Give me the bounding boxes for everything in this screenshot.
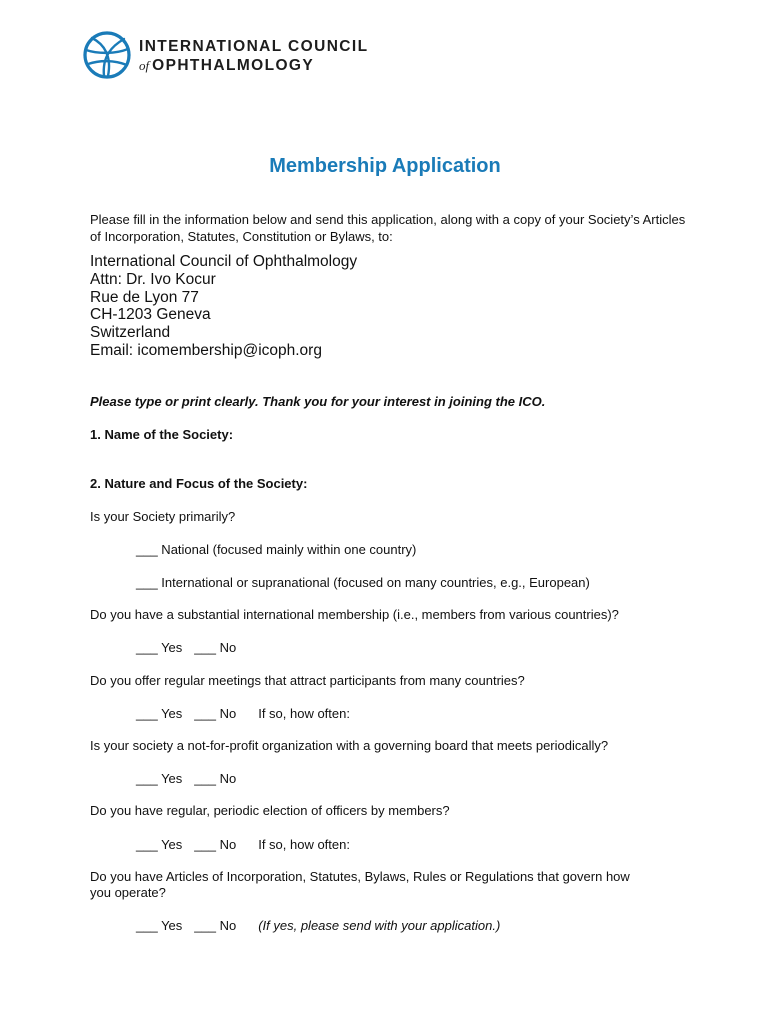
answer-row-elections [136, 836, 350, 853]
instruction-text: Please type or print clearly. Thank you for your interest in joining the ICO. [90, 394, 546, 409]
how-often-label: If so, how often: [258, 837, 350, 852]
answer-row-meetings [136, 705, 350, 722]
globe-logo-icon [82, 30, 132, 80]
yes-option[interactable]: ___ Yes [136, 837, 183, 852]
answer-row-nonprofit [136, 770, 236, 787]
no-option[interactable]: ___ No [194, 918, 237, 933]
question-articles-line-2: you operate? [90, 885, 166, 900]
option-international[interactable]: ___ International or supranational (focused on many countries, e.g., European) [136, 575, 590, 590]
page-title: Membership Application [269, 155, 501, 177]
address-country: Switzerland [90, 324, 171, 341]
question-nonprofit: Is your society a not-for-profit organization with a governing board that meets periodically? [90, 738, 609, 753]
no-option[interactable]: ___ No [194, 771, 237, 786]
intro-text: Please fill in the information below and send this application, along with a copy of your Society’s Articles of Incorporation, Statutes, Constitution or Bylaws, to: [90, 212, 686, 244]
how-often-label: If so, how often: [258, 706, 350, 721]
option-national[interactable]: ___ National (focused mainly within one country) [136, 542, 417, 557]
address-org: International Council of Ophthalmology [90, 253, 358, 270]
address-city: CH-1203 Geneva [90, 306, 211, 323]
section-2-heading: 2. Nature and Focus of the Society: [90, 476, 308, 491]
question-meetings: Do you offer regular meetings that attract participants from many countries? [90, 673, 525, 688]
address-street: Rue de Lyon 77 [90, 289, 199, 306]
ico-logo [82, 30, 382, 84]
logo-line-2 [139, 57, 314, 75]
question-primary: Is your Society primarily? [90, 509, 236, 524]
yes-option[interactable]: ___ Yes [136, 640, 183, 655]
no-option[interactable]: ___ No [194, 640, 237, 655]
no-option[interactable]: ___ No [194, 706, 237, 721]
yes-option[interactable]: ___ Yes [136, 918, 183, 933]
yes-option[interactable]: ___ Yes [136, 771, 183, 786]
logo-line-2-text: OPHTHALMOLOGY [152, 57, 315, 74]
address-attn: Attn: Dr. Ivo Kocur [90, 271, 216, 288]
answer-row-articles [136, 917, 500, 934]
answer-row-membership [136, 639, 236, 656]
section-1-heading: 1. Name of the Society: [90, 427, 234, 442]
logo-of: of [139, 58, 150, 73]
yes-option[interactable]: ___ Yes [136, 706, 183, 721]
send-note: (If yes, please send with your application.) [258, 918, 501, 933]
logo-line-1: INTERNATIONAL COUNCIL [139, 38, 369, 55]
no-option[interactable]: ___ No [194, 837, 237, 852]
question-membership: Do you have a substantial international membership (i.e., members from various countries)? [90, 607, 619, 622]
question-articles-line-1: Do you have Articles of Incorporation, Statutes, Bylaws, Rules or Regulations that govern how [90, 869, 630, 884]
address-email: Email: icomembership@icoph.org [90, 342, 322, 359]
question-elections: Do you have regular, periodic election of officers by members? [90, 803, 450, 818]
